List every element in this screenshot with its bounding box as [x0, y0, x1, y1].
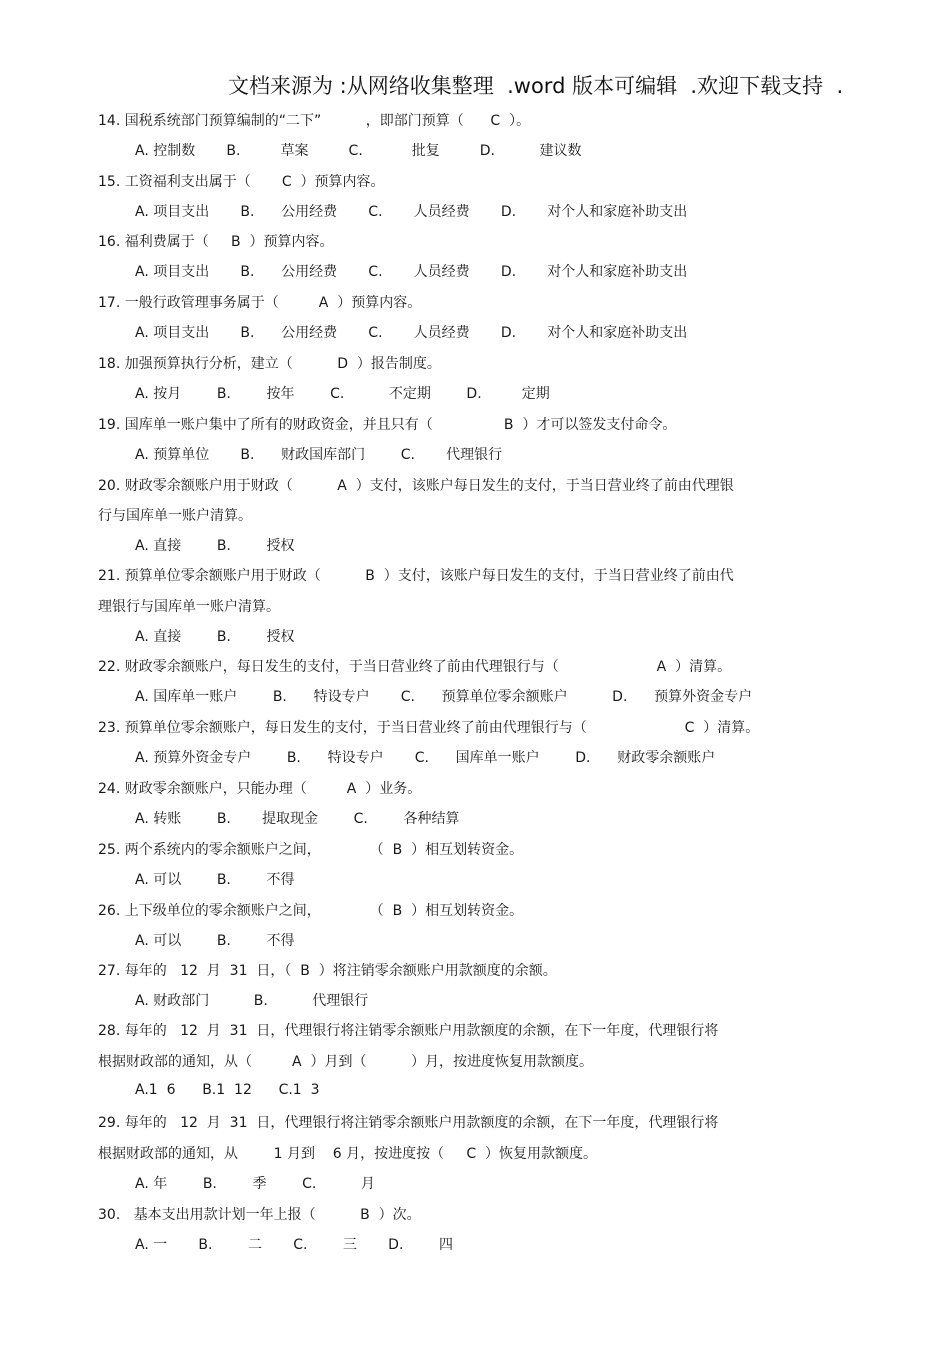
page-header: 文档来源为 :从网络收集整理 .word 版本可编辑 .欢迎下载支持 .: [228, 74, 844, 98]
question-text: 15. 工资福利支出属于（ C ）预算内容。: [98, 174, 385, 190]
question-text: 14. 国税系统部门预算编制的“二下” ，即部门预算（ C ）。: [98, 113, 531, 129]
answer-options: A. 项目支出 B. 公用经费 C. 人员经费 D. 对个人和家庭补助支出: [135, 204, 688, 220]
answer-options: A.1 6 B.1 12 C.1 3: [135, 1082, 320, 1098]
answer-options: A. 转账 B. 提取现金 C. 各种结算: [135, 811, 460, 827]
question-text: 19. 国库单一账户集中了所有的财政资金，并且只有（ B ）才可以签发支付命令。: [98, 417, 677, 433]
question-text: 21. 预算单位零余额账户用于财政（ B ）支付，该账户每日发生的支付，于当日营业终了前由代: [98, 568, 734, 584]
question-text: 理银行与国库单一账户清算。: [98, 599, 280, 615]
question-text: 18. 加强预算执行分析，建立（ D ）报告制度。: [98, 356, 441, 372]
question-text: 30. 基本支出用款计划一年上报（ B ）次。: [98, 1207, 421, 1223]
question-text: 26. 上下级单位的零余额账户之间， （ B ）相互划转资金。: [98, 903, 524, 919]
question-text: 根据财政部的通知，从 1 月到 6 月，按进度按（ C ）恢复用款额度。: [98, 1146, 598, 1162]
question-text: 22. 财政零余额账户，每日发生的支付，于当日营业终了前由代理银行与（ A ）清算。: [98, 659, 732, 675]
question-text: 16. 福利费属于（ B ）预算内容。: [98, 234, 334, 250]
answer-options: A. 项目支出 B. 公用经费 C. 人员经费 D. 对个人和家庭补助支出: [135, 264, 688, 280]
answer-options: A. 预算单位 B. 财政国库部门 C. 代理银行: [135, 447, 503, 463]
question-text: 28. 每年的 12 月 31 日，代理银行将注销零余额账户用款额度的余额，在下一年度，代理银行将: [98, 1023, 719, 1039]
answer-options: A. 控制数 B. 草案 C. 批复 D. 建议数: [135, 143, 582, 159]
question-text: 23. 预算单位零余额账户，每日发生的支付，于当日营业终了前由代理银行与（ C ）清算。: [98, 720, 760, 736]
answer-options: A. 可以 B. 不得: [135, 933, 295, 949]
question-text: 25. 两个系统内的零余额账户之间， （ B ）相互划转资金。: [98, 842, 524, 858]
question-text: 根据财政部的通知，从（ A ）月到（ ）月，按进度恢复用款额度。: [98, 1054, 594, 1070]
answer-options: A. 可以 B. 不得: [135, 872, 295, 888]
answer-options: A. 国库单一账户 B. 特设专户 C. 预算单位零余额账户 D. 预算外资金专户: [135, 689, 753, 705]
answer-options: A. 财政部门 B. 代理银行: [135, 993, 369, 1009]
answer-options: A. 一 B. 二 C. 三 D. 四: [135, 1237, 454, 1253]
answer-options: A. 直接 B. 授权: [135, 538, 295, 554]
answer-options: A. 直接 B. 授权: [135, 629, 295, 645]
question-text: 17. 一般行政管理事务属于（ A ）预算内容。: [98, 295, 422, 311]
answer-options: A. 年 B. 季 C. 月: [135, 1176, 375, 1192]
question-text: 24. 财政零余额账户，只能办理（ A ）业务。: [98, 781, 422, 797]
question-text: 29. 每年的 12 月 31 日，代理银行将注销零余额账户用款额度的余额，在下一年度，代理银行将: [98, 1115, 719, 1131]
answer-options: A. 按月 B. 按年 C. 不定期 D. 定期: [135, 386, 550, 402]
question-text: 27. 每年的 12 月 31 日，（ B ）将注销零余额账户用款额度的余额。: [98, 963, 557, 979]
answer-options: A. 预算外资金专户 B. 特设专户 C. 国库单一账户 D. 财政零余额账户: [135, 750, 716, 766]
question-text: 20. 财政零余额账户用于财政（ A ）支付，该账户每日发生的支付，于当日营业终了前由代理银: [98, 478, 734, 494]
answer-options: A. 项目支出 B. 公用经费 C. 人员经费 D. 对个人和家庭补助支出: [135, 325, 688, 341]
question-text: 行与国库单一账户清算。: [98, 508, 252, 524]
